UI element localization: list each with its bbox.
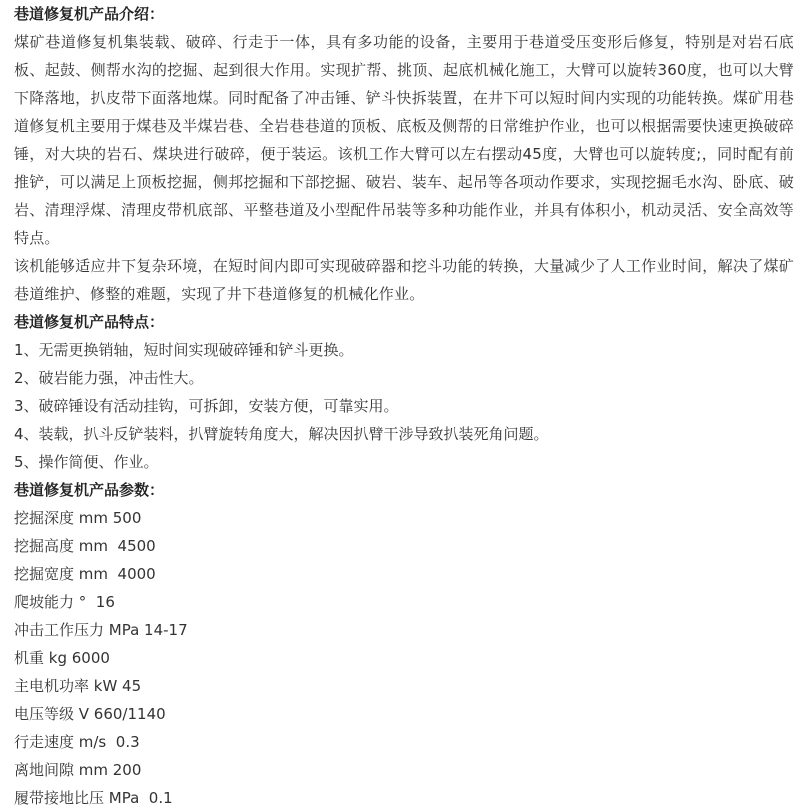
param-item: 挖掘高度 mm 4500: [14, 537, 156, 555]
feature-item: 2、破岩能力强，冲击性大。: [14, 369, 204, 387]
param-item: 履带接地比压 MPa 0.1: [14, 789, 173, 807]
features-list: [14, 336, 794, 476]
intro-paragraph-2: 该机能够适应井下复杂环境，在短时间内即可实现破碎器和挖斗功能的转换，大量减少了人工作业时间，解决了煤矿巷道维护、修整的难题，实现了井下巷道修复的机械化作业。: [14, 257, 794, 303]
param-item: 主电机功率 kW 45: [14, 677, 142, 695]
feature-item: 3、破碎锤设有活动挂钩，可拆卸，安装方便，可靠实用。: [14, 397, 399, 415]
feature-item: 4、装载，扒斗反铲装料，扒臂旋转角度大，解决因扒臂干涉导致扒装死角问题。: [14, 425, 549, 443]
param-item: 行走速度 m/s 0.3: [14, 733, 140, 751]
feature-item: 1、无需更换销轴，短时间实现破碎锤和铲斗更换。: [14, 341, 354, 359]
param-item: 爬坡能力 ° 16: [14, 593, 115, 611]
param-item: 挖掘宽度 mm 4000: [14, 565, 156, 583]
intro-heading: 巷道修复机产品介绍：: [14, 5, 165, 23]
params-list: [14, 504, 794, 812]
param-item: 冲击工作压力 MPa 14-17: [14, 621, 188, 639]
param-item: 离地间隙 mm 200: [14, 761, 142, 779]
param-item: 电压等级 V 660/1140: [14, 705, 166, 723]
product-document: [14, 0, 794, 812]
param-item: 机重 kg 6000: [14, 649, 110, 667]
param-item: 挖掘深度 mm 500: [14, 509, 142, 527]
feature-item: 5、操作简便、作业。: [14, 453, 159, 471]
features-heading: 巷道修复机产品特点：: [14, 313, 165, 331]
intro-paragraph: 煤矿巷道修复机集装载、破碎、行走于一体，具有多功能的设备，主要用于巷道受压变形后修复，特别是对岩石底板、起鼓、侧帮水沟的挖掘、起到很大作用。实现扩帮、挑顶、起底机械化施工，大臂可以旋转360度，也可以大臂下降落地，扒皮带下面落地煤。同时配备了冲击锤、铲斗快拆装置，在井下可以短时间内实现的功能转换。煤矿用巷道修复机主要用于煤巷及半煤岩巷、全岩巷巷道的顶板、底板及侧帮的日常维护作业，也可以根据需要快速更换破碎锤，对大块的岩石、煤块进行破碎，便于装运。该机工作大臂可以左右摆动45度，大臂也可以旋转度;，同时配有前推铲，可以满足上顶板挖掘，侧邦挖掘和下部挖掘、破岩、装车、起吊等各项动作要求，实现挖掘毛水沟、卧底、破岩、清理浮煤、清理皮带机底部、平整巷道及小型配件吊装等多种功能作业，并具有体积小，机动灵活、安全高效等特点。: [14, 33, 794, 247]
params-heading: 巷道修复机产品参数：: [14, 481, 165, 499]
